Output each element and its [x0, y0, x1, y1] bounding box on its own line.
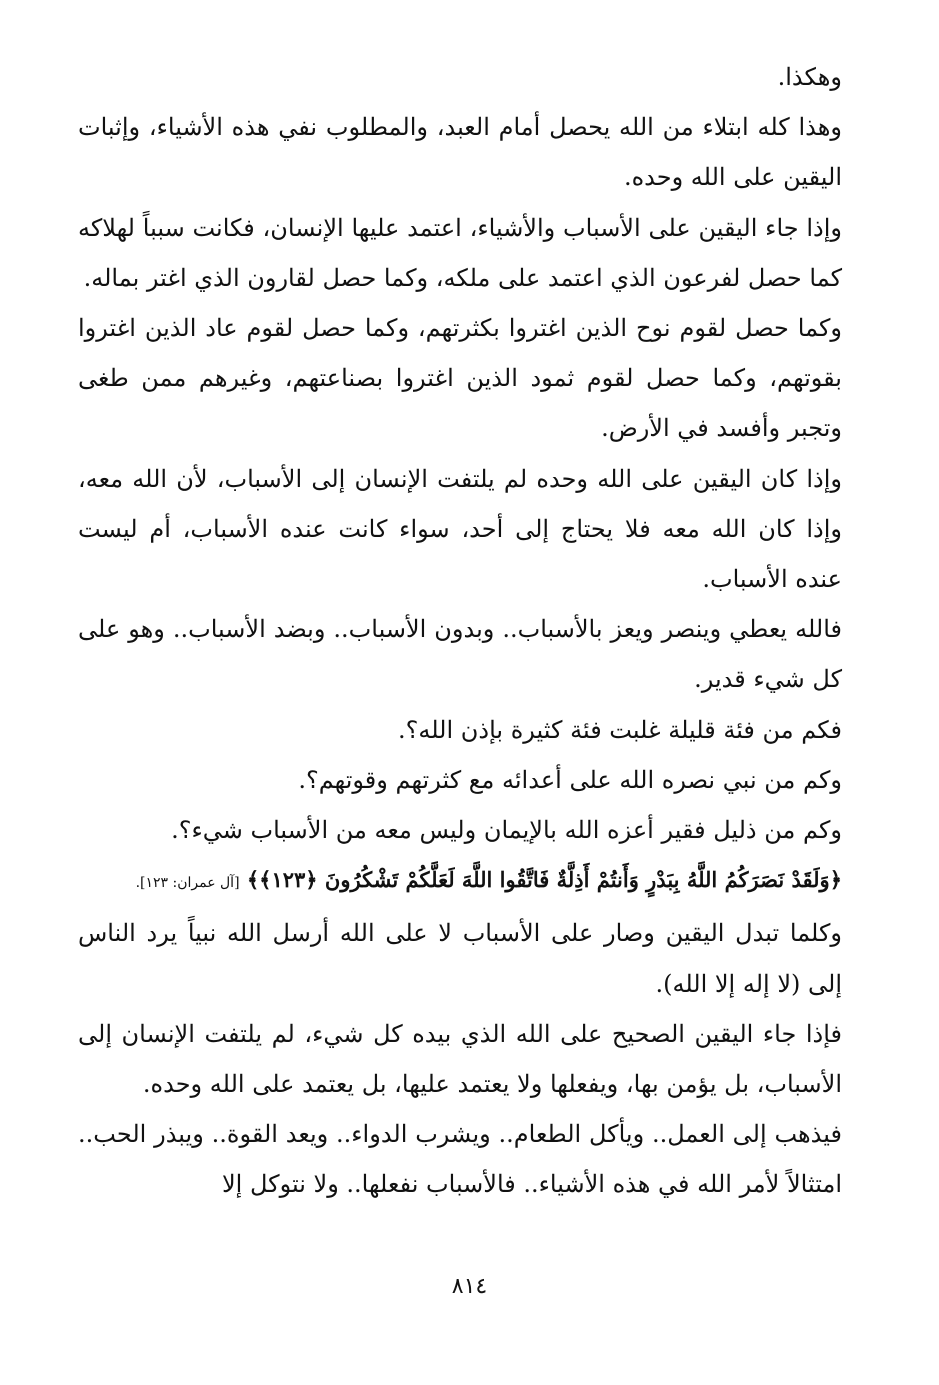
page-number: ٨١٤	[451, 1274, 488, 1299]
paragraph-11: فإذا جاء اليقين الصحيح على الله الذي بيده كل شيء، لم يلتفت الإنسان إلى الأسباب، بل يؤمن بها، ويفعلها ولا يعتمد عليها، بل يعتمد على الله وحده.	[78, 1019, 842, 1099]
quran-verse: ﴿وَلَقَدْ نَصَرَكُمُ اللَّهُ بِبَدْرٍ وَأَنتُمْ أَذِلَّةٌ فَاتَّقُوا اللَّهَ لَعَلَّكُمْ تَشْكُرُونَ ﴿١٢٣﴾﴾	[246, 867, 842, 893]
quran-verse-line	[78, 855, 842, 908]
body-text	[78, 52, 842, 1210]
paragraph-3: وإذا جاء اليقين على الأسباب والأشياء، اعتمد عليها الإنسان، فكانت سبباً لهلاكه كما حصل لفرعون الذي اعتمد على ملكه، وكما حصل لقارون الذي اغتر بماله.	[78, 213, 842, 292]
paragraph-6: فالله يعطي وينصر ويعز بالأسباب.. وبدون الأسباب.. وبضد الأسباب.. وهو على كل شيء قدير.	[78, 615, 842, 694]
paragraph-2: وهذا كله ابتلاء من الله يحصل أمام العبد، والمطلوب نفي هذه الأشياء، وإثبات اليقين على الله وحده.	[78, 113, 842, 192]
paragraph-4: وكما حصل لقوم نوح الذين اغتروا بكثرتهم، وكما حصل لقوم عاد الذين اغتروا بقوتهم، وكما حصل لقوم ثمود الذين اغتروا بصناعتهم، وغيرهم ممن طغى وتجبر وأفسد في الأرض.	[78, 314, 842, 443]
paragraph-8: وكم من نبي نصره الله على أعدائه مع كثرتهم وقوتهم؟.	[298, 765, 842, 794]
paragraph-12: فيذهب إلى العمل.. ويأكل الطعام.. ويشرب الدواء.. ويعد القوة.. ويبذر الحب.. امتثالاً لأمر الله في هذه الأشياء.. فالأسباب نفعلها.. ولا نتوكل إلا	[78, 1120, 842, 1199]
paragraph-9: وكم من ذليل فقير أعزه الله بالإيمان وليس معه من الأسباب شيء؟.	[171, 816, 842, 845]
paragraph-1: وهكذا.	[777, 63, 842, 91]
paragraph-5: وإذا كان اليقين على الله وحده لم يلتفت الإنسان إلى الأسباب، لأن الله معه، وإذا كان الله معه فلا يحتاج إلى أحد، سواء كانت عنده الأسباب، أم ليست عنده الأسباب.	[78, 464, 842, 594]
paragraph-7: فكم من فئة قليلة غلبت فئة كثيرة بإذن الله؟.	[398, 715, 842, 744]
quran-reference: [آل عمران: ١٢٣].	[135, 875, 240, 892]
paragraph-10: وكلما تبدل اليقين وصار على الأسباب لا على الله أرسل الله نبياً يرد الناس إلى (لا إله إلا الله).	[78, 919, 842, 998]
